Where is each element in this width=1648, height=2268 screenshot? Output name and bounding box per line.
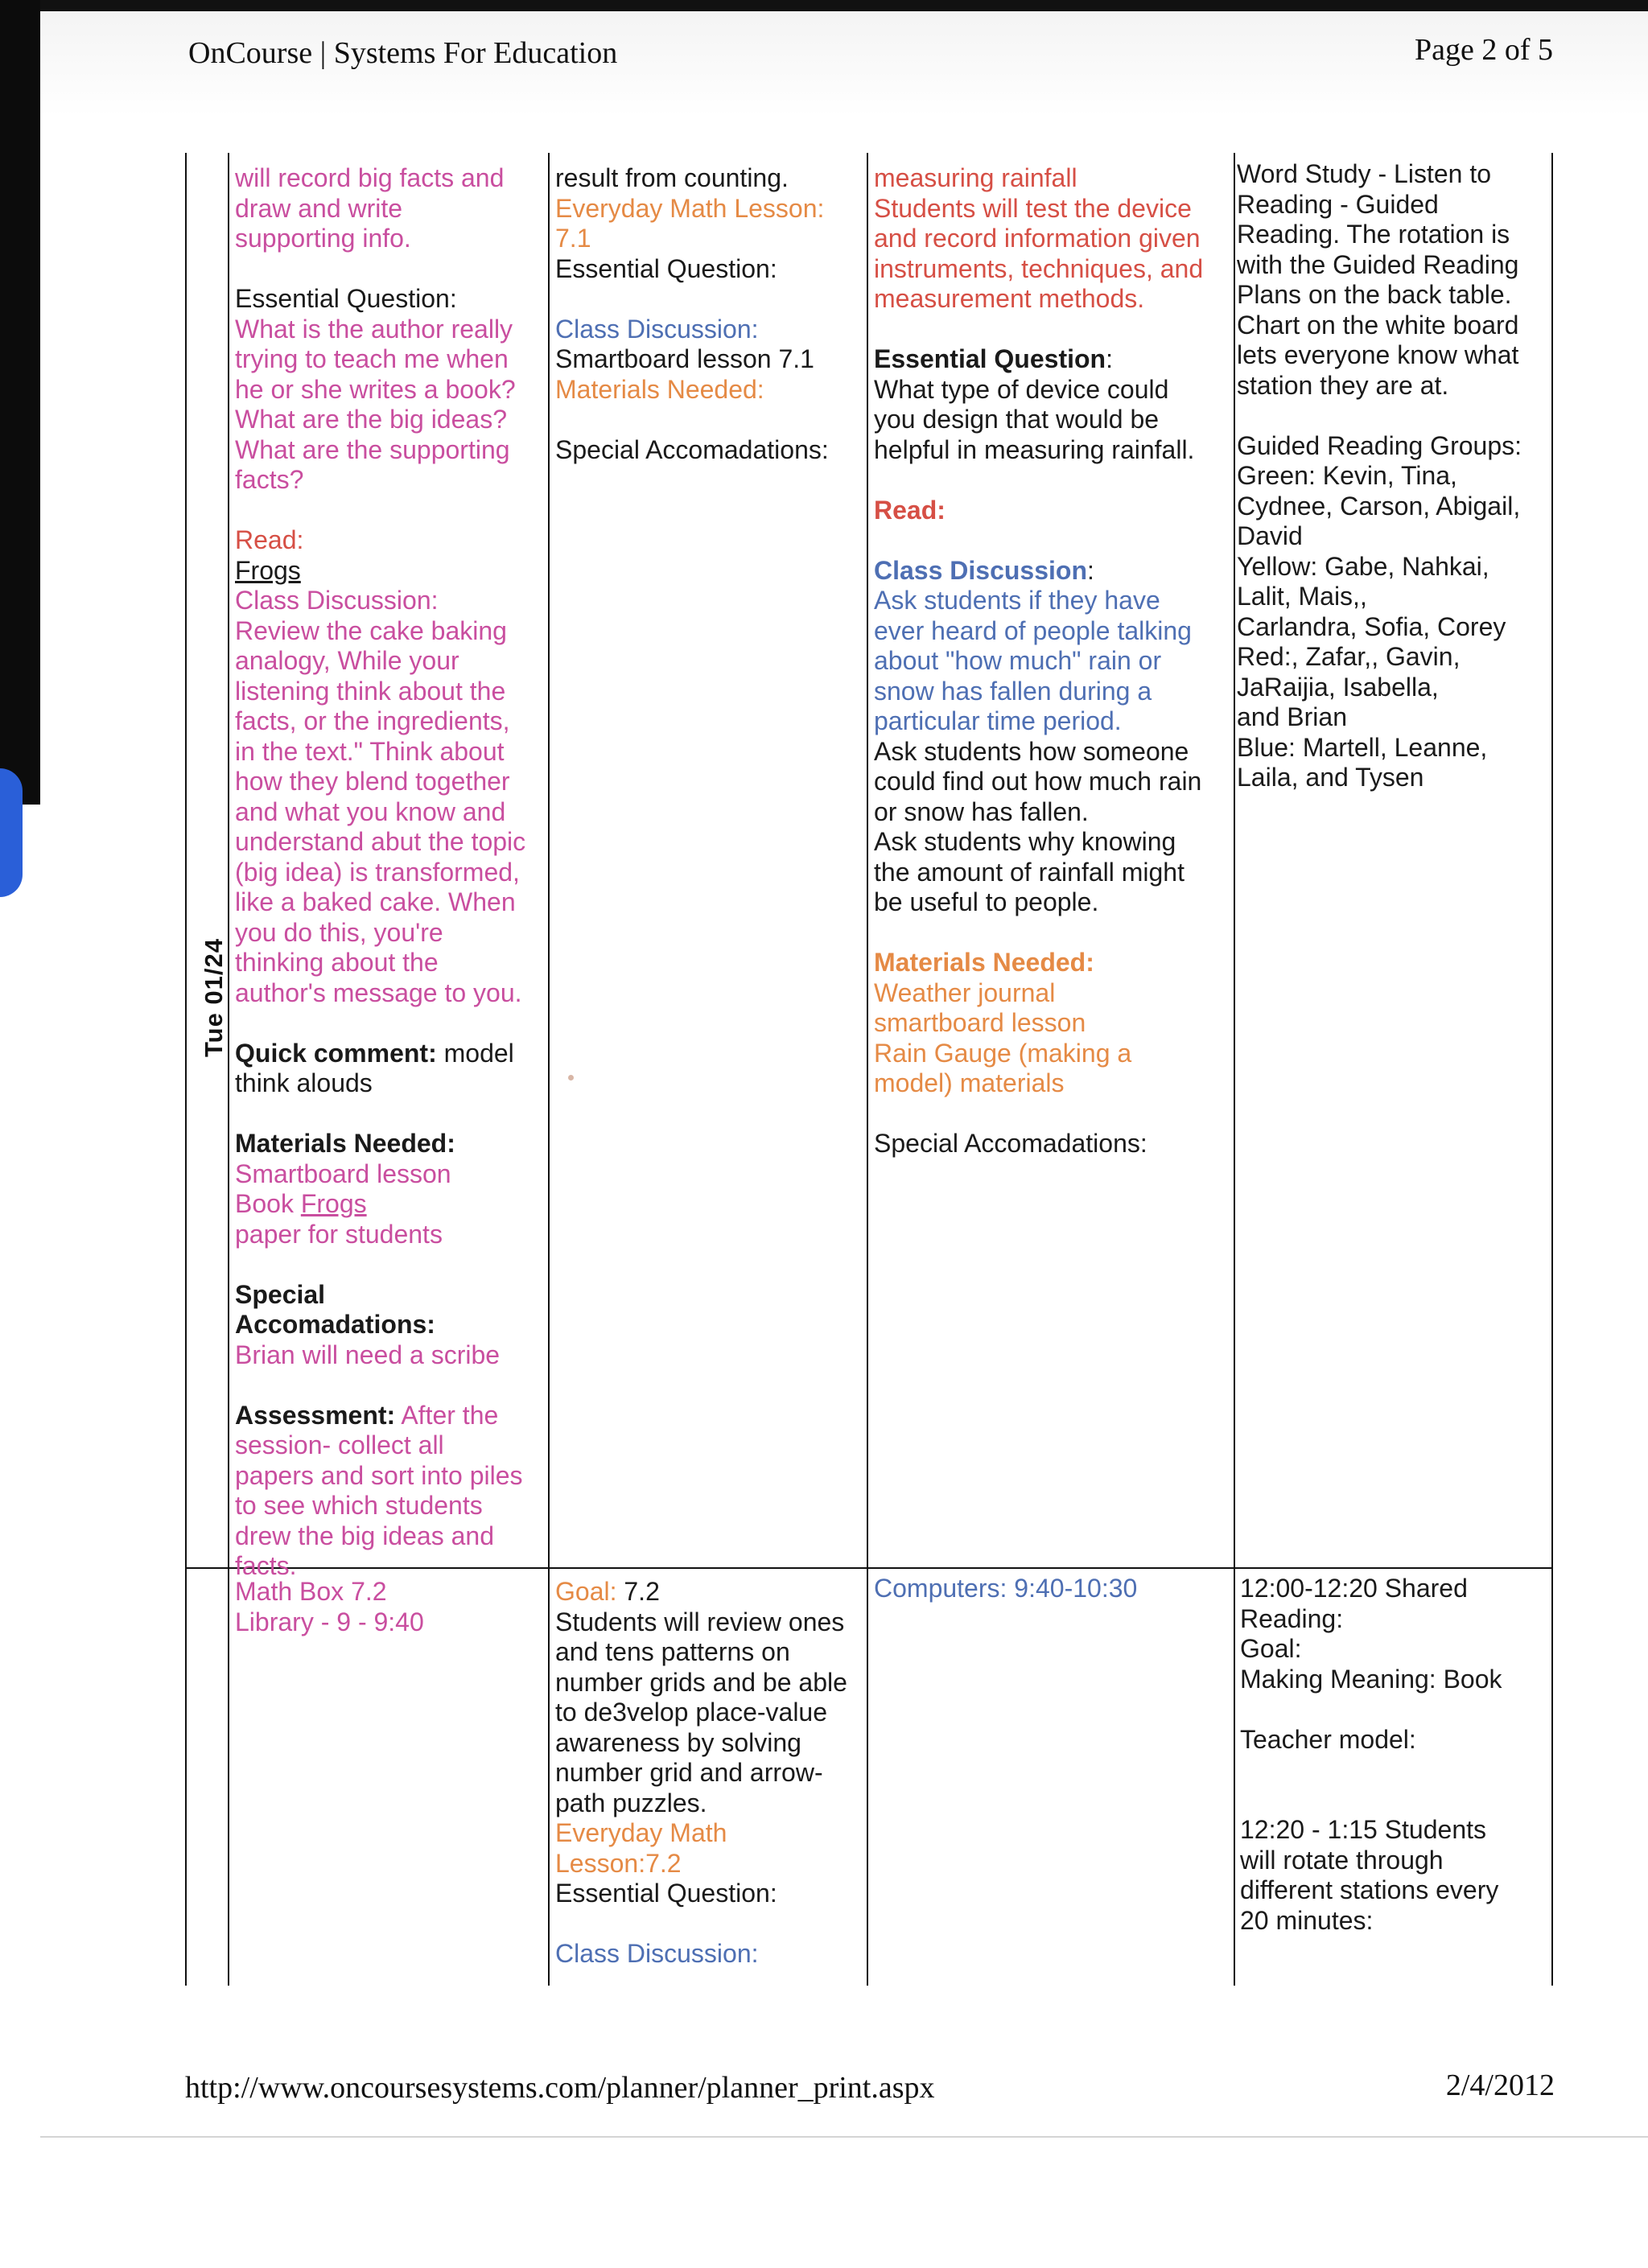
reading-group-line: Laila, and Tysen	[1237, 763, 1424, 792]
row2-col3-cell	[874, 1574, 1230, 1604]
essential-question-line: he or she writes a book?	[235, 374, 516, 404]
col2-intro: result from counting.	[555, 163, 789, 192]
essential-question-line: facts?	[235, 465, 304, 494]
class-discussion-label: Class Discussion	[874, 555, 1087, 585]
row1-col2-cell	[555, 163, 861, 465]
reading-group-line: Carlandra, Sofia, Corey	[1237, 611, 1506, 641]
assessment-line: to see which students	[235, 1491, 483, 1520]
word-study-line: with the Guided Reading	[1237, 249, 1519, 279]
footer-date: 2/4/2012	[1445, 2068, 1555, 2102]
essential-question-label: Essential Question:	[235, 284, 457, 313]
word-study-line: station they are at.	[1237, 370, 1449, 400]
essential-question-label: Essential Question:	[555, 1879, 777, 1908]
table-border-left	[185, 153, 187, 1986]
discussion-line: thinking about the	[235, 948, 439, 977]
essential-question-line: What type of device could	[874, 374, 1169, 404]
row1-col3-cell	[874, 163, 1230, 1159]
day-label: Tue 01/24	[200, 937, 228, 1058]
reading-group-line: Guided Reading Groups:	[1237, 430, 1522, 460]
essential-question-line: trying to teach me when	[235, 344, 509, 373]
reading-group-line: Lalit, Mais,,	[1237, 582, 1367, 611]
materials-needed-label: Materials Needed:	[555, 374, 764, 404]
footer-url: http://www.oncoursesystems.com/planner/planner_print.aspx	[185, 2071, 935, 2105]
table-divider-col3	[1234, 153, 1235, 1986]
materials-needed-label: Materials Needed:	[874, 948, 1094, 977]
reading-group-line: Cydnee, Carson, Abigail,	[1237, 491, 1521, 521]
goal-text-line: and tens patterns on	[555, 1637, 790, 1666]
essential-question-label: Essential Question	[874, 344, 1106, 373]
row1-col4-cell	[1237, 159, 1549, 793]
math-box-line: Math Box 7.2	[235, 1577, 387, 1606]
lesson-label: Everyday Math Lesson:	[555, 193, 825, 223]
essential-question-label: Essential Question:	[555, 253, 777, 283]
discussion-line: Review the cake baking	[235, 615, 507, 645]
footer-rule	[40, 2136, 1648, 2138]
essential-question-heading: Essential Question:	[874, 344, 1113, 373]
rotation-line: 12:20 - 1:15 Students	[1240, 1815, 1486, 1844]
goal-text-line: path puzzles.	[555, 1788, 707, 1817]
lesson-label: Everyday Math	[555, 1818, 727, 1847]
essential-question-line: you design that would be	[874, 405, 1160, 434]
ask-line: Ask students how someone	[874, 736, 1189, 766]
word-study-line: Reading. The rotation is	[1237, 220, 1510, 249]
quick-comment	[235, 1039, 545, 1069]
goal-value: 7.2	[616, 1577, 660, 1606]
materials-item: smartboard lesson	[874, 1008, 1086, 1037]
ask-line: the amount of rainfall might	[874, 857, 1184, 887]
intro-line: instruments, techniques, and	[874, 253, 1204, 283]
row2-col4-cell	[1240, 1574, 1549, 1936]
discussion-line: like a baked cake. When	[235, 887, 516, 916]
class-discussion-text: Smartboard lesson 7.1	[555, 344, 814, 373]
row2-col2-cell	[555, 1577, 861, 1970]
special-accommodations-label: Special Accomadations:	[874, 1129, 1147, 1158]
special-accommodations-label-2: Accomadations:	[235, 1310, 435, 1339]
materials-item: Weather journal	[874, 978, 1056, 1007]
rotation-line: will rotate through	[1240, 1845, 1444, 1875]
reading-group-line: David	[1237, 521, 1303, 550]
goal-label: Goal:	[1240, 1634, 1302, 1663]
read-label: Read:	[874, 495, 946, 525]
quick-comment-text: model	[436, 1038, 514, 1068]
goal-label: Goal:	[555, 1577, 617, 1606]
table-divider-col2	[867, 153, 868, 1986]
rotation-line: different stations every	[1240, 1875, 1499, 1904]
intro-line: measurement methods.	[874, 284, 1145, 313]
word-study-line: Reading - Guided	[1237, 189, 1439, 219]
discussion-line: you do this, you're	[235, 917, 443, 947]
read-label: Read:	[235, 525, 304, 554]
discussion-line: author's message to you.	[235, 978, 522, 1007]
materials-item: Smartboard lesson	[235, 1159, 451, 1188]
ask-line: or snow has fallen.	[874, 796, 1089, 826]
word-study-line: Word Study - Listen to	[1237, 159, 1491, 188]
essential-question-line: What are the big ideas?	[235, 405, 507, 434]
reading-group-line: Green: Kevin, Tina,	[1237, 461, 1457, 490]
materials-item: paper for students	[235, 1219, 443, 1249]
intro-line: supporting info.	[235, 224, 411, 253]
discussion-line: in the text." Think about	[235, 736, 505, 766]
reading-group-line: and Brian	[1237, 702, 1347, 731]
discussion-line: understand abut the topic	[235, 827, 526, 856]
goal-text-line: awareness by solving	[555, 1727, 801, 1757]
scan-top-edge	[0, 0, 1648, 11]
rotation-line: 20 minutes:	[1240, 1905, 1374, 1935]
special-accommodations-text: Brian will need a scribe	[235, 1340, 501, 1369]
teacher-model-label: Teacher model:	[1240, 1724, 1416, 1754]
materials-needed-label: Materials Needed:	[235, 1129, 455, 1158]
assessment-line: facts.	[235, 1551, 297, 1580]
essential-question-line: What is the author really	[235, 314, 513, 344]
word-study-line: Plans on the back table.	[1237, 280, 1512, 309]
assessment-line: papers and sort into piles	[235, 1460, 523, 1490]
reading-group-line: JaRaijia, Isabella,	[1237, 672, 1439, 702]
discussion-line: Ask students if they have	[874, 586, 1160, 615]
lesson-number: Lesson:7.2	[555, 1848, 682, 1878]
class-discussion-heading: Class Discussion:	[874, 555, 1094, 585]
scan-left-edge	[0, 0, 40, 805]
assessment-text: After the	[395, 1400, 499, 1430]
quick-comment-text-2: think alouds	[235, 1068, 373, 1097]
discussion-line: ever heard of people talking	[874, 615, 1192, 645]
goal-text-line: number grid and arrow-	[555, 1758, 823, 1787]
intro-line: Students will test the device	[874, 193, 1192, 223]
class-discussion-label: Class Discussion:	[235, 586, 439, 615]
discussion-line: about "how much" rain or	[874, 646, 1162, 675]
goal-text-line: to de3velop place-value	[555, 1698, 828, 1727]
scan-artifact	[0, 768, 23, 897]
intro-line: measuring rainfall	[874, 163, 1077, 192]
row1-col1-cell	[235, 163, 545, 1582]
assessment-line: drew the big ideas and	[235, 1521, 494, 1550]
assessment-line: session- collect all	[235, 1430, 444, 1459]
reading-group-line: Yellow: Gabe, Nahkai,	[1237, 551, 1489, 581]
assessment-label: Assessment:	[235, 1400, 396, 1430]
discussion-line: snow has fallen during a	[874, 676, 1152, 706]
table-divider-col1	[548, 153, 550, 1986]
read-book-link[interactable]: Frogs	[235, 555, 301, 585]
word-study-line: lets everyone know what	[1237, 340, 1519, 369]
discussion-line: facts, or the ingredients,	[235, 706, 510, 735]
computers-line: Computers: 9:40-10:30	[874, 1574, 1138, 1603]
discussion-line: analogy, While your	[235, 646, 459, 675]
word-study-line: Chart on the white board	[1237, 310, 1519, 340]
discussion-line: listening think about the	[235, 676, 506, 706]
book-link[interactable]: Frogs	[300, 1189, 367, 1218]
page-number: Page 2 of 5	[1414, 33, 1553, 67]
shared-reading-line: 12:00-12:20 Shared	[1240, 1574, 1468, 1603]
intro-line: and record information given	[874, 224, 1201, 253]
scan-speck	[568, 1075, 574, 1080]
materials-item: model) materials	[874, 1068, 1065, 1097]
row2-col1-cell	[235, 1577, 545, 1637]
special-accommodations-label: Special	[235, 1279, 326, 1309]
library-line: Library - 9 - 9:40	[235, 1607, 424, 1636]
class-discussion-label: Class Discussion:	[555, 1939, 759, 1968]
discussion-line: how they blend together	[235, 767, 510, 796]
ask-line: could find out how much rain	[874, 767, 1202, 796]
quick-comment-label: Quick comment:	[235, 1038, 437, 1068]
goal-line	[555, 1577, 861, 1607]
making-meaning-line: Making Meaning: Book	[1240, 1664, 1502, 1694]
intro-line: draw and write	[235, 193, 403, 223]
lesson-number: 7.1	[555, 224, 591, 253]
special-accommodations-label: Special Accomadations:	[555, 434, 829, 464]
discussion-line: particular time period.	[874, 706, 1122, 735]
ask-line: be useful to people.	[874, 887, 1099, 916]
goal-text-line: Students will review ones	[555, 1607, 845, 1636]
materials-item: Rain Gauge (making a	[874, 1038, 1132, 1068]
assessment	[235, 1401, 545, 1431]
shared-reading-line: Reading:	[1240, 1603, 1344, 1633]
reading-group-line: Red:, Zafar,, Gavin,	[1237, 642, 1461, 671]
discussion-line: and what you know and	[235, 796, 506, 826]
ask-line: Ask students why knowing	[874, 827, 1176, 856]
essential-question-line: helpful in measuring rainfall.	[874, 434, 1195, 464]
discussion-line: (big idea) is transformed,	[235, 857, 520, 887]
goal-text-line: number grids and be able	[555, 1667, 847, 1697]
header-title: OnCourse | Systems For Education	[188, 36, 618, 70]
intro-line: will record big facts and	[235, 163, 505, 192]
materials-item: Book Frogs	[235, 1189, 367, 1218]
essential-question-line: What are the supporting	[235, 434, 510, 464]
table-border-right	[1551, 153, 1553, 1986]
class-discussion-label: Class Discussion:	[555, 314, 759, 344]
reading-group-line: Blue: Martell, Leanne,	[1237, 732, 1488, 762]
